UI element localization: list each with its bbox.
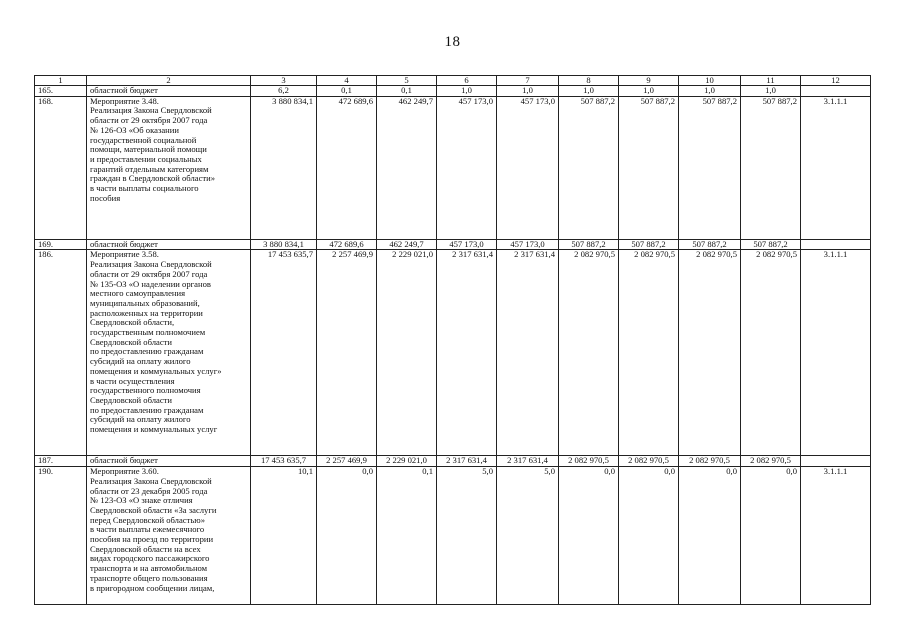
column-header: 10 (679, 76, 741, 86)
amount-cell: 2 082 970,5 (679, 456, 741, 467)
measure-description: Мероприятие 3.58. Реализация Закона Свердловской области от 29 октября 2007 года № 135-ОЗ «О наделении органов местного самоуправления муниципальных образований, расположенных на территории Свердловской области, государственным полномочием Свердловской области по предоставлению гражданам субсидий на оплату жилого помещения и коммунальных услуг» в части осуществления государственного полномочия Свердловской области по предоставлению гражданам субсидий на оплату жилого помещения и коммунальных услуг (87, 250, 251, 456)
funding-source-label: областной бюджет (87, 86, 251, 97)
amount-cell: 2 317 631,4 (437, 250, 497, 456)
amount-cell: 472 689,6 (317, 239, 377, 250)
amount-cell: 1,0 (679, 86, 741, 97)
amount-cell: 6,2 (251, 86, 317, 97)
measure-description: Мероприятие 3.48. Реализация Закона Свердловской области от 29 октября 2007 года № 126-ОЗ «Об оказании государственной социальной помощи, материальной помощи и предоставлении социальных гарантий отдельным категориям граждан в Свердловской области» в части выплаты социального пособия (87, 96, 251, 239)
amount-cell: 3 880 834,1 (251, 239, 317, 250)
column-header: 12 (801, 76, 871, 86)
page-number: 18 (444, 34, 461, 50)
column-header: 7 (497, 76, 559, 86)
table-body (35, 76, 871, 605)
amount-cell: 507 887,2 (619, 96, 679, 239)
amount-cell: 1,0 (497, 86, 559, 97)
column-header: 4 (317, 76, 377, 86)
amount-cell: 2 317 631,4 (497, 250, 559, 456)
amount-cell: 2 082 970,5 (679, 250, 741, 456)
column-header: 3 (251, 76, 317, 86)
amount-cell: 457 173,0 (437, 239, 497, 250)
target-code: 3.1.1.1 (801, 250, 871, 456)
amount-cell: 2 317 631,4 (497, 456, 559, 467)
amount-cell: 2 082 970,5 (741, 456, 801, 467)
amount-cell: 2 082 970,5 (559, 456, 619, 467)
amount-cell: 0,0 (679, 467, 741, 605)
row-number: 165. (35, 86, 87, 97)
target-code (801, 456, 871, 467)
amount-cell: 2 317 631,4 (437, 456, 497, 467)
row-number: 169. (35, 239, 87, 250)
row-number: 168. (35, 96, 87, 239)
amount-cell: 3 880 834,1 (251, 96, 317, 239)
amount-cell: 17 453 635,7 (251, 456, 317, 467)
amount-cell: 0,1 (317, 86, 377, 97)
column-header: 6 (437, 76, 497, 86)
target-code: 3.1.1.1 (801, 467, 871, 605)
amount-cell: 2 257 469,9 (317, 456, 377, 467)
amount-cell: 1,0 (559, 86, 619, 97)
amount-cell: 17 453 635,7 (251, 250, 317, 456)
amount-cell: 1,0 (437, 86, 497, 97)
amount-cell: 10,1 (251, 467, 317, 605)
target-code (801, 86, 871, 97)
target-code (801, 239, 871, 250)
measure-row (35, 467, 871, 605)
budget-source-row (35, 456, 871, 467)
amount-cell: 1,0 (741, 86, 801, 97)
amount-cell: 0,0 (741, 467, 801, 605)
column-header-row (35, 76, 871, 86)
amount-cell: 507 887,2 (741, 96, 801, 239)
amount-cell: 2 229 021,0 (377, 250, 437, 456)
amount-cell: 0,0 (317, 467, 377, 605)
amount-cell: 2 229 021,0 (377, 456, 437, 467)
column-header: 9 (619, 76, 679, 86)
amount-cell: 507 887,2 (559, 96, 619, 239)
amount-cell: 457 173,0 (437, 96, 497, 239)
amount-cell: 5,0 (437, 467, 497, 605)
amount-cell: 507 887,2 (619, 239, 679, 250)
amount-cell: 1,0 (619, 86, 679, 97)
funding-source-label: областной бюджет (87, 456, 251, 467)
amount-cell: 457 173,0 (497, 239, 559, 250)
amount-cell: 507 887,2 (559, 239, 619, 250)
measure-description: Мероприятие 3.60. Реализация Закона Свердловской области от 23 декабря 2005 года № 123-ОЗ «О знаке отличия Свердловской области «За заслуги перед Свердловской областью» в части выплаты ежемесячного пособия на проезд по территории Свердловской области на всех видах городского пассажирского транспорта и на автомобильном транспорте общего пользования в пригородном сообщении лицам, (87, 467, 251, 605)
amount-cell: 5,0 (497, 467, 559, 605)
column-header: 11 (741, 76, 801, 86)
amount-cell: 2 082 970,5 (741, 250, 801, 456)
column-header: 5 (377, 76, 437, 86)
row-number: 186. (35, 250, 87, 456)
amount-cell: 0,1 (377, 467, 437, 605)
funding-source-label: областной бюджет (87, 239, 251, 250)
amount-cell: 507 887,2 (741, 239, 801, 250)
column-header: 1 (35, 76, 87, 86)
amount-cell: 2 082 970,5 (619, 250, 679, 456)
row-number: 190. (35, 467, 87, 605)
target-code: 3.1.1.1 (801, 96, 871, 239)
amount-cell: 0,0 (619, 467, 679, 605)
amount-cell: 2 257 469,9 (317, 250, 377, 456)
amount-cell: 462 249,7 (377, 96, 437, 239)
budget-source-row (35, 86, 871, 97)
column-header: 2 (87, 76, 251, 86)
amount-cell: 0,1 (377, 86, 437, 97)
row-number: 187. (35, 456, 87, 467)
amount-cell: 2 082 970,5 (619, 456, 679, 467)
budget-source-row (35, 239, 871, 250)
amount-cell: 462 249,7 (377, 239, 437, 250)
column-header: 8 (559, 76, 619, 86)
measure-row (35, 96, 871, 239)
budget-table (34, 75, 871, 605)
amount-cell: 472 689,6 (317, 96, 377, 239)
amount-cell: 507 887,2 (679, 96, 741, 239)
amount-cell: 507 887,2 (679, 239, 741, 250)
amount-cell: 2 082 970,5 (559, 250, 619, 456)
measure-row (35, 250, 871, 456)
amount-cell: 457 173,0 (497, 96, 559, 239)
amount-cell: 0,0 (559, 467, 619, 605)
